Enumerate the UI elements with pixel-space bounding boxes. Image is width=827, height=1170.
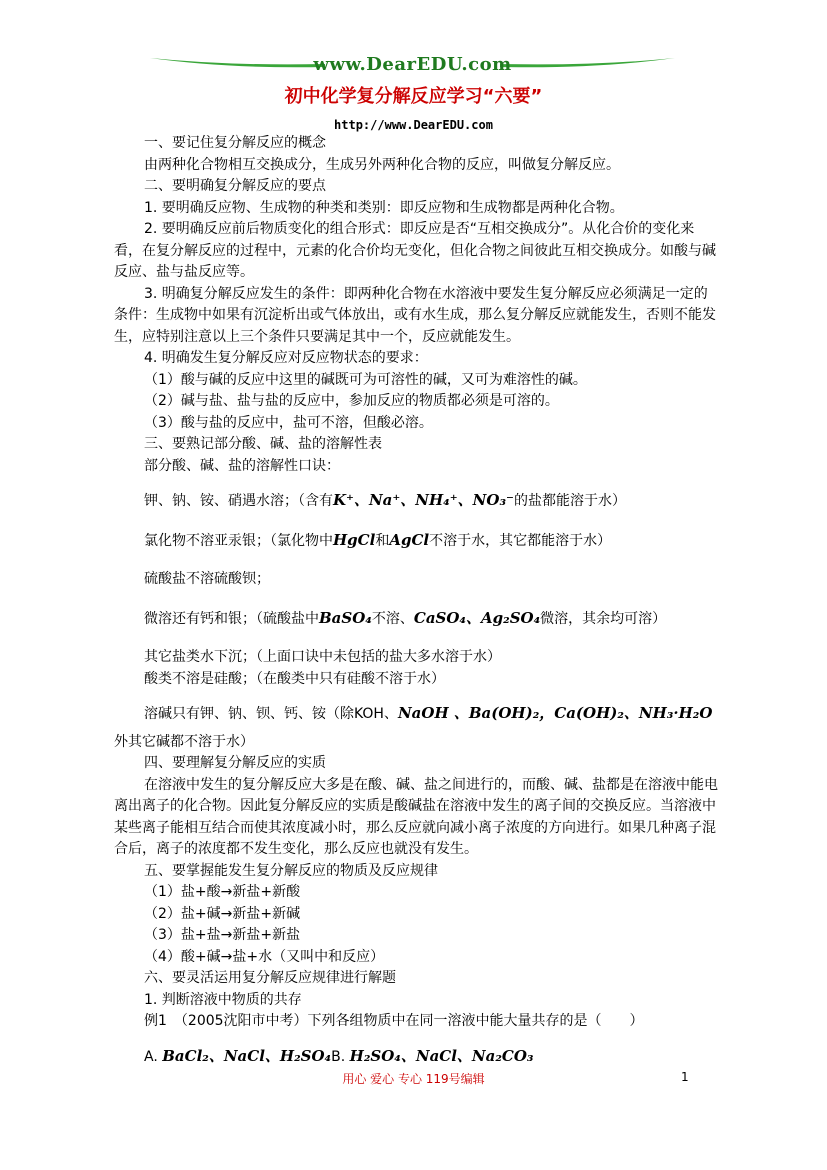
formula: NaOH 、Ba(OH)₂，Ca(OH)₂、NH₃·H₂O: [397, 704, 713, 722]
section-main: [114, 753, 718, 1011]
rule-line-7: [114, 703, 718, 726]
paragraph: （2）碱与盐、盐与盐的反应中，参加反应的物质都必须是可溶的。: [144, 393, 559, 409]
paragraph: 1. 要明确反应物、生成物的种类和类别：即反应物和生成物都是两种化合物。: [144, 199, 624, 216]
paragraph: 一、要记住复分解反应的概念: [144, 135, 326, 151]
paragraph: （3）盐+盐→新盐+新盐: [144, 927, 301, 943]
paragraph: （1）酸与碱的反应中这里的碱既可为可溶性的碱，又可为难溶性的碱。: [144, 371, 587, 388]
formula: CaSO₄、Ag₂SO₄: [413, 608, 541, 627]
option-a-formula: BaCl₂、NaCl、H₂SO₄: [162, 1046, 332, 1065]
paragraph: 在溶液中发生的复分解反应大多是在酸、碱、盐之间进行的，而酸、碱、盐都是在溶液中能电离出离子的化合物。因此复分解反应的实质是酸碱盐在溶液中发生的离子间的交换反应。当溶液中某些离子能相互结合而使其浓度减小时，那么反应就向减小离子浓度的方向进行。如果几种离子混合后，离子的浓度都不发生变化，那么反应也就没有发生。: [114, 776, 718, 857]
site-name: www.DearEDU.com: [313, 54, 512, 75]
document-title: 初中化学复分解反应学习“六要”: [284, 86, 543, 107]
paragraph: 1. 判断溶液中物质的共存: [144, 991, 302, 1008]
paragraph: （3）酸与盐的反应中，盐可不溶，但酸必溶。: [144, 414, 433, 431]
paragraph: 二、要明确复分解反应的要点: [144, 178, 326, 194]
paragraph: 由两种化合物相互交换成分，生成另外两种化合物的反应，叫做复分解反应。: [144, 156, 620, 173]
rule-line-2: [114, 530, 718, 553]
paragraph: 4. 明确发生复分解反应对反应物状态的要求：: [144, 350, 428, 366]
formula: AgCl: [389, 530, 430, 549]
rule-line-6: 酸类不溶是硅酸；（在酸类中只有硅酸不溶于水）: [144, 670, 445, 687]
section-intro: [114, 133, 718, 477]
rule-text: 氯化物不溶亚汞银；（氯化物中: [144, 532, 333, 549]
option-a-label: A.: [144, 1048, 163, 1065]
paragraph: （1）盐+酸→新盐+新酸: [144, 884, 301, 900]
rule-text: 和: [375, 532, 390, 549]
source-url: http://www.DearEDU.com: [334, 118, 493, 132]
paragraph: 3. 明确复分解反应发生的条件：即两种化合物在水溶液中要发生复分解反应必须满足一定的条件：生成物中如果有沉淀析出或气体放出，或有水生成，那么复分解反应就能发生，否则不能发生，应特别注意以上三个条件只要满足其中一个，反应就能发生。: [114, 285, 716, 345]
rule-line-4: [114, 608, 718, 631]
example-question: 例1 （2005沈阳市中考）下列各组物质中在同一溶液中能大量共存的是（ ）: [144, 1013, 644, 1029]
footer-slogan: 用心 爱心 专心 119号编辑: [342, 1072, 485, 1086]
rule-line-3: 硫酸盐不溶硫酸钡；: [144, 571, 270, 587]
paragraph: （2）盐+碱→新盐+新碱: [144, 905, 301, 922]
rule-text: 微溶，其余均可溶）: [540, 610, 667, 627]
paragraph: 2. 要明确反应前后物质变化的组合形式：即反应是否“互相交换成分”。从化合价的变化来看，在复分解反应的过程中，元素的化合价均无变化，但化合物之间彼此互相交换成分。如酸与碱反应、盐与盐反应等。: [114, 221, 716, 280]
rule-text: 钾、钠、铵、硝遇水溶；（含有: [144, 493, 333, 509]
option-b-label: B.: [331, 1048, 350, 1065]
formula: BaSO₄: [319, 608, 372, 627]
page-number: 1: [681, 1070, 689, 1084]
paragraph: 四、要理解复分解反应的实质: [144, 755, 326, 771]
formula: HgCl: [333, 530, 376, 549]
rule-line-7-cont: 外其它碱都不溶于水）: [114, 733, 254, 750]
formula: K⁺、Na⁺、NH₄⁺、NO₃⁻: [333, 491, 514, 509]
paragraph: 六、要灵活运用复分解反应规律进行解题: [144, 970, 396, 986]
paragraph: 部分酸、碱、盐的溶解性口诀：: [144, 457, 340, 474]
rule-text: 微溶还有钙和银；（硫酸盐中: [144, 610, 319, 627]
paragraph: 五、要掌握能发生复分解反应的物质及反应规律: [144, 862, 438, 879]
option-b-formula: H₂SO₄、NaCl、Na₂CO₃: [349, 1046, 534, 1065]
rule-line-1: [114, 490, 718, 513]
document-body: [114, 133, 718, 1068]
rule-line-5: 其它盐类水下沉；（上面口诀中未包括的盐大多水溶于水）: [144, 649, 501, 665]
rule-text: 的盐都能溶于水）: [513, 493, 626, 509]
rule-text: 不溶、: [371, 610, 414, 627]
paragraph: 三、要熟记部分酸、碱、盐的溶解性表: [144, 436, 382, 452]
site-banner: [150, 52, 675, 78]
rule-text: 溶碱只有钾、钠、钡、钙、铵（除KOH、: [144, 706, 398, 722]
rule-text: 不溶于水，其它都能溶于水）: [429, 532, 612, 549]
example-options: [114, 1046, 718, 1069]
paragraph: （4）酸+碱→盐+水（又叫中和反应）: [144, 948, 385, 965]
